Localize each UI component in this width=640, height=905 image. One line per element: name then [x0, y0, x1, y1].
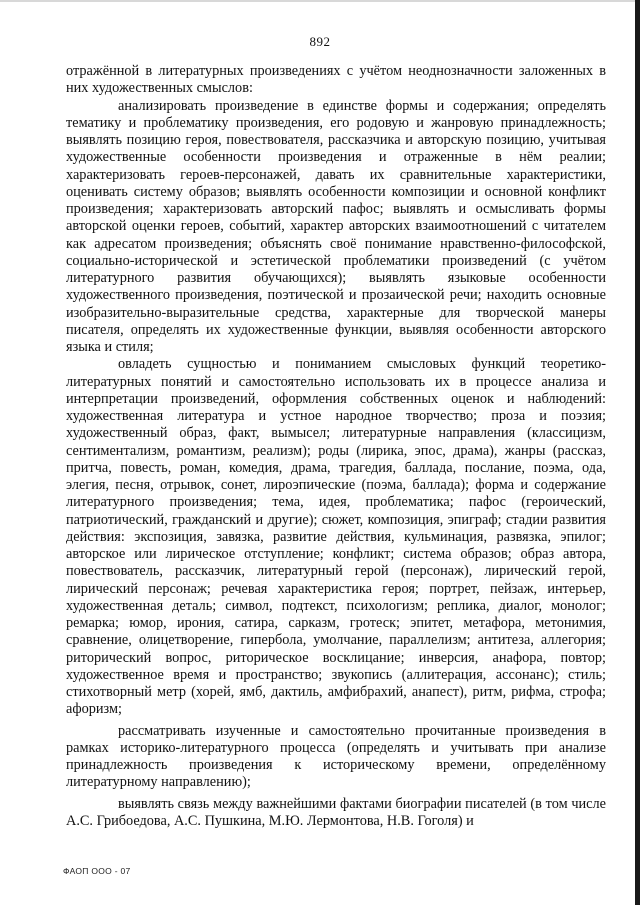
- scan-right-edge: [635, 0, 640, 905]
- paragraph-analyze: анализировать произведение в единстве формы и содержания; определять тематику и проблематику произведения, его родовую и жанровую принадлежность; выявлять позицию героя, повествователя, рассказчика и авторскую позицию, учитывая художественные особенности произведения и отраженные в нём реалии; характеризовать героев-персонажей, давать их сравнительные характеристики, оценивать систему образов; выявлять особенности композиции и основной конфликт произведения; характеризовать авторский пафос; выявлять и осмысливать формы авторской оценки героев, событий, характер авторских взаимоотношений с читателем как адресатом произведения; объяснять своё понимание нравственно-философской, социально-исторической и эстетической проблематики произведений (с учётом литературного развития обучающихся); выявлять языковые особенности художественного произведения, поэтической и прозаической речи; находить основные изобразительно-выразительные средства, характерные для творческой манеры писателя, определять их художественные функции, выявляя особенности авторского языка и стиля;: [66, 97, 606, 355]
- paragraph-biography-links: выявлять связь между важнейшими фактами биографии писателей (в том числе А.С. Грибоедова, А.С. Пушкина, М.Ю. Лермонтова, Н.В. Гоголя) и: [66, 795, 606, 829]
- page-number: 892: [309, 34, 331, 49]
- paragraph-continuation: отражённой в литературных произведениях с учётом неоднозначности заложенных в них художественных смыслов:: [66, 63, 606, 97]
- body-text: [66, 63, 606, 830]
- paragraph-consider-works: рассматривать изученные и самостоятельно прочитанные произведения в рамках историко-литературного процесса (определять и учитывать при анализе принадлежность произведения к историческому времени, определённому литературному направлению);: [66, 722, 606, 791]
- scan-top-edge: [0, 0, 640, 2]
- document-footer-code: ФАОП ООО - 07: [63, 866, 131, 876]
- paragraph-master-concepts: овладеть сущностью и пониманием смысловых функций теоретико-литературных понятий и самостоятельно использовать их в процессе анализа и интерпретации произведений, оформления собственных оценок и наблюдений: художественная литература и устное народное творчество; проза и поэзия; художественный образ, факт, вымысел; литературные направления (классицизм, сентиментализм, романтизм, реализм); роды (лирика, эпос, драма), жанры (рассказ, притча, повесть, роман, комедия, драма, трагедия, баллада, послание, поэма, ода, элегия, песня, отрывок, сонет, лироэпические (поэма, баллада); форма и содержание литературного произведения; тема, идея, проблематика; пафос (героический, патриотический, гражданский и другие); сюжет, композиция, эпиграф; стадии развития действия: экспозиция, завязка, развитие действия, кульминация, развязка, эпилог; авторское или лирическое отступление; конфликт; система образов; образ автора, повествователь, рассказчик, литературный герой (персонаж), лирический герой, лирический персонаж; речевая характеристика героя; портрет, пейзаж, интерьер, художественная деталь; символ, подтекст, психологизм; реплика, диалог, монолог; ремарка; юмор, ирония, сатира, сарказм, гротеск; эпитет, метафора, метонимия, сравнение, олицетворение, гипербола, умолчание, параллелизм; антитеза, аллегория; риторический вопрос, риторическое восклицание; инверсия, анафора, повтор; художественное время и пространство; звукопись (аллитерация, ассонанс); стиль; стихотворный метр (хорей, ямб, дактиль, амфибрахий, анапест), ритм, рифма, строфа; афоризм;: [66, 356, 606, 718]
